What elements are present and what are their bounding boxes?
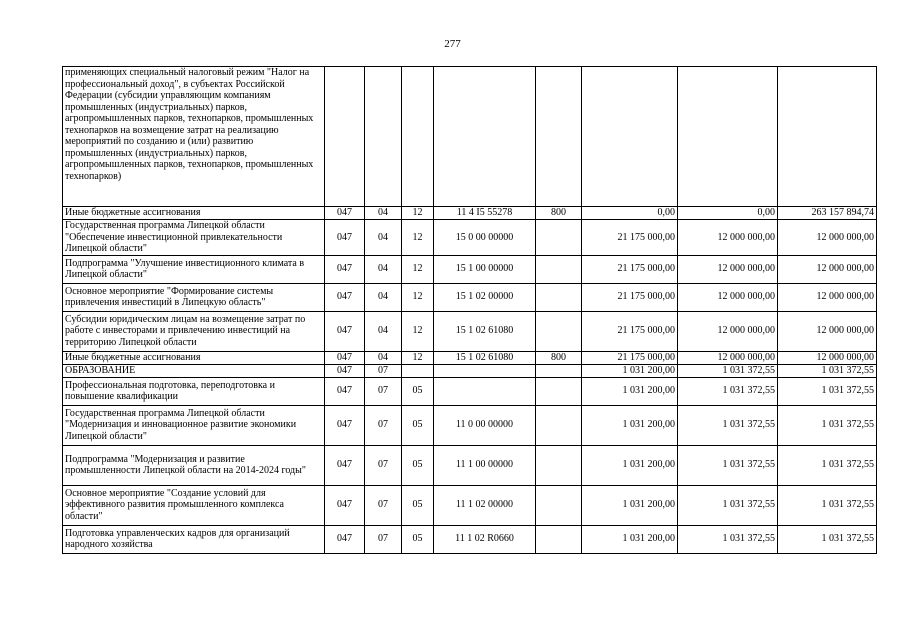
table-row [63, 485, 877, 525]
table-cell-subsection: 12 [402, 207, 434, 220]
table-cell-year3: 1 031 372,55 [778, 445, 877, 485]
table-cell-subsection: 05 [402, 525, 434, 553]
table-cell-year1: 1 031 200,00 [582, 364, 678, 377]
table-cell-subsection: 12 [402, 351, 434, 364]
table-cell-year1: 21 175 000,00 [582, 255, 678, 283]
table-cell-expense [536, 255, 582, 283]
table-cell-section: 04 [365, 255, 402, 283]
table-cell-article: 11 0 00 00000 [434, 405, 536, 445]
table-cell-subsection: 05 [402, 445, 434, 485]
table-cell-year2: 1 031 372,55 [678, 525, 778, 553]
table-cell-subsection: 12 [402, 220, 434, 256]
table-row [63, 283, 877, 311]
table-cell-year2: 12 000 000,00 [678, 283, 778, 311]
table-cell-article [434, 67, 536, 207]
table-cell-subsection: 05 [402, 485, 434, 525]
table-cell-article: 11 1 00 00000 [434, 445, 536, 485]
table-cell-subsection [402, 364, 434, 377]
table-row [63, 67, 877, 207]
table-cell-expense [536, 311, 582, 351]
table-cell-expense [536, 377, 582, 405]
table-cell-section: 07 [365, 485, 402, 525]
table-cell-year1: 1 031 200,00 [582, 377, 678, 405]
table-cell-ministry: 047 [325, 525, 365, 553]
table-cell-year1: 21 175 000,00 [582, 220, 678, 256]
table-cell-year1: 21 175 000,00 [582, 311, 678, 351]
table-cell-ministry: 047 [325, 485, 365, 525]
table-cell-year2 [678, 67, 778, 207]
table-cell-year1: 1 031 200,00 [582, 525, 678, 553]
table-cell-name: Основное мероприятие "Создание условий для эффективного развития промышленного комплекса области" [63, 485, 325, 525]
table-cell-ministry: 047 [325, 405, 365, 445]
table-cell-article: 15 1 02 61080 [434, 351, 536, 364]
table-cell-article [434, 364, 536, 377]
table-row [63, 525, 877, 553]
table-row [63, 207, 877, 220]
table-cell-section: 04 [365, 220, 402, 256]
table-cell-name: Государственная программа Липецкой области "Модернизация и инновационное развитие экономики Липецкой области" [63, 405, 325, 445]
table-cell-subsection: 12 [402, 283, 434, 311]
table-cell-expense [536, 405, 582, 445]
table-cell-year3: 1 031 372,55 [778, 405, 877, 445]
table-cell-section: 07 [365, 377, 402, 405]
table-cell-subsection: 05 [402, 377, 434, 405]
budget-table [62, 66, 877, 554]
table-cell-article: 15 1 02 61080 [434, 311, 536, 351]
table-cell-year2: 1 031 372,55 [678, 377, 778, 405]
table-cell-article: 15 0 00 00000 [434, 220, 536, 256]
table-row [63, 445, 877, 485]
table-cell-year3: 12 000 000,00 [778, 220, 877, 256]
table-cell-year2: 1 031 372,55 [678, 405, 778, 445]
table-row [63, 364, 877, 377]
table-cell-ministry [325, 67, 365, 207]
table-cell-year1: 1 031 200,00 [582, 445, 678, 485]
table-cell-expense: 800 [536, 351, 582, 364]
table-cell-year3: 1 031 372,55 [778, 525, 877, 553]
table-cell-year1 [582, 67, 678, 207]
table-cell-year3: 12 000 000,00 [778, 283, 877, 311]
page-number: 277 [444, 38, 461, 50]
table-cell-subsection [402, 67, 434, 207]
table-cell-section: 07 [365, 405, 402, 445]
table-row [63, 351, 877, 364]
table-cell-year2: 12 000 000,00 [678, 351, 778, 364]
table-cell-ministry: 047 [325, 283, 365, 311]
table-cell-ministry: 047 [325, 255, 365, 283]
table-cell-name: ОБРАЗОВАНИЕ [63, 364, 325, 377]
table-cell-expense [536, 283, 582, 311]
table-cell-expense [536, 525, 582, 553]
table-cell-name: Иные бюджетные ассигнования [63, 207, 325, 220]
table-cell-expense [536, 67, 582, 207]
table-cell-article: 15 1 00 00000 [434, 255, 536, 283]
table-cell-year1: 21 175 000,00 [582, 283, 678, 311]
table-cell-subsection: 12 [402, 255, 434, 283]
table-cell-name: Иные бюджетные ассигнования [63, 351, 325, 364]
table-cell-expense: 800 [536, 207, 582, 220]
table-cell-section: 07 [365, 445, 402, 485]
table-cell-name: Подготовка управленческих кадров для организаций народного хозяйства [63, 525, 325, 553]
table-cell-name: Подпрограмма "Улучшение инвестиционного климата в Липецкой области" [63, 255, 325, 283]
table-cell-year3: 12 000 000,00 [778, 351, 877, 364]
table-cell-name: Субсидии юридическим лицам на возмещение затрат по работе с инвесторами и привлечению инвестиций на территорию Липецкой области [63, 311, 325, 351]
table-cell-ministry: 047 [325, 445, 365, 485]
table-cell-expense [536, 485, 582, 525]
table-cell-name: Подпрограмма "Модернизация и развитие промышленности Липецкой области на 2014-2024 годы" [63, 445, 325, 485]
table-cell-year3: 12 000 000,00 [778, 255, 877, 283]
table-cell-name: Государственная программа Липецкой области "Обеспечение инвестиционной привлекательности Липецкой области" [63, 220, 325, 256]
table-cell-year2: 12 000 000,00 [678, 255, 778, 283]
table-cell-year3 [778, 67, 877, 207]
table-cell-year3: 12 000 000,00 [778, 311, 877, 351]
table-cell-year3: 263 157 894,74 [778, 207, 877, 220]
table-row [63, 255, 877, 283]
table-cell-section: 04 [365, 207, 402, 220]
table-row [63, 405, 877, 445]
table-row [63, 377, 877, 405]
table-cell-year1: 21 175 000,00 [582, 351, 678, 364]
table-cell-year1: 1 031 200,00 [582, 405, 678, 445]
table-cell-ministry: 047 [325, 377, 365, 405]
table-cell-year1: 0,00 [582, 207, 678, 220]
table-cell-section: 04 [365, 283, 402, 311]
table-row [63, 220, 877, 256]
table-row [63, 311, 877, 351]
table-cell-expense [536, 364, 582, 377]
table-cell-name: применяющих специальный налоговый режим "Налог на профессиональный доход", в субъектах Российской Федерации (субсидии управляющим компаниям промышленных (индустриальных) парков, агропромышленных парков, технопарков, промышленных технопарков на возмещение затрат на реализацию мероприятий по созданию и (или) развитию промышленных (индустриальных) парков, агропромышленных парков, технопарков, промышленных технопарков) [63, 67, 325, 207]
table-cell-year2: 1 031 372,55 [678, 445, 778, 485]
table-cell-year3: 1 031 372,55 [778, 364, 877, 377]
table-cell-year2: 12 000 000,00 [678, 311, 778, 351]
table-cell-article: 11 1 02 R0660 [434, 525, 536, 553]
table-cell-article [434, 377, 536, 405]
table-cell-article: 11 1 02 00000 [434, 485, 536, 525]
table-cell-section: 07 [365, 364, 402, 377]
table-cell-expense [536, 220, 582, 256]
table-cell-year2: 0,00 [678, 207, 778, 220]
table-cell-section: 07 [365, 525, 402, 553]
table-cell-year3: 1 031 372,55 [778, 485, 877, 525]
table-cell-year2: 12 000 000,00 [678, 220, 778, 256]
table-cell-year1: 1 031 200,00 [582, 485, 678, 525]
table-cell-year2: 1 031 372,55 [678, 364, 778, 377]
table-cell-year2: 1 031 372,55 [678, 485, 778, 525]
table-cell-section [365, 67, 402, 207]
table-cell-year3: 1 031 372,55 [778, 377, 877, 405]
table-cell-section: 04 [365, 311, 402, 351]
table-cell-name: Профессиональная подготовка, переподготовка и повышение квалификации [63, 377, 325, 405]
table-cell-ministry: 047 [325, 351, 365, 364]
table-cell-subsection: 12 [402, 311, 434, 351]
table-cell-ministry: 047 [325, 207, 365, 220]
table-cell-expense [536, 445, 582, 485]
table-cell-article: 11 4 I5 55278 [434, 207, 536, 220]
table-cell-name: Основное мероприятие "Формирование системы привлечения инвестиций в Липецкую область" [63, 283, 325, 311]
table-cell-ministry: 047 [325, 220, 365, 256]
table-cell-ministry: 047 [325, 311, 365, 351]
table-cell-article: 15 1 02 00000 [434, 283, 536, 311]
table-cell-subsection: 05 [402, 405, 434, 445]
table-body [63, 67, 877, 554]
table-cell-ministry: 047 [325, 364, 365, 377]
table-cell-section: 04 [365, 351, 402, 364]
